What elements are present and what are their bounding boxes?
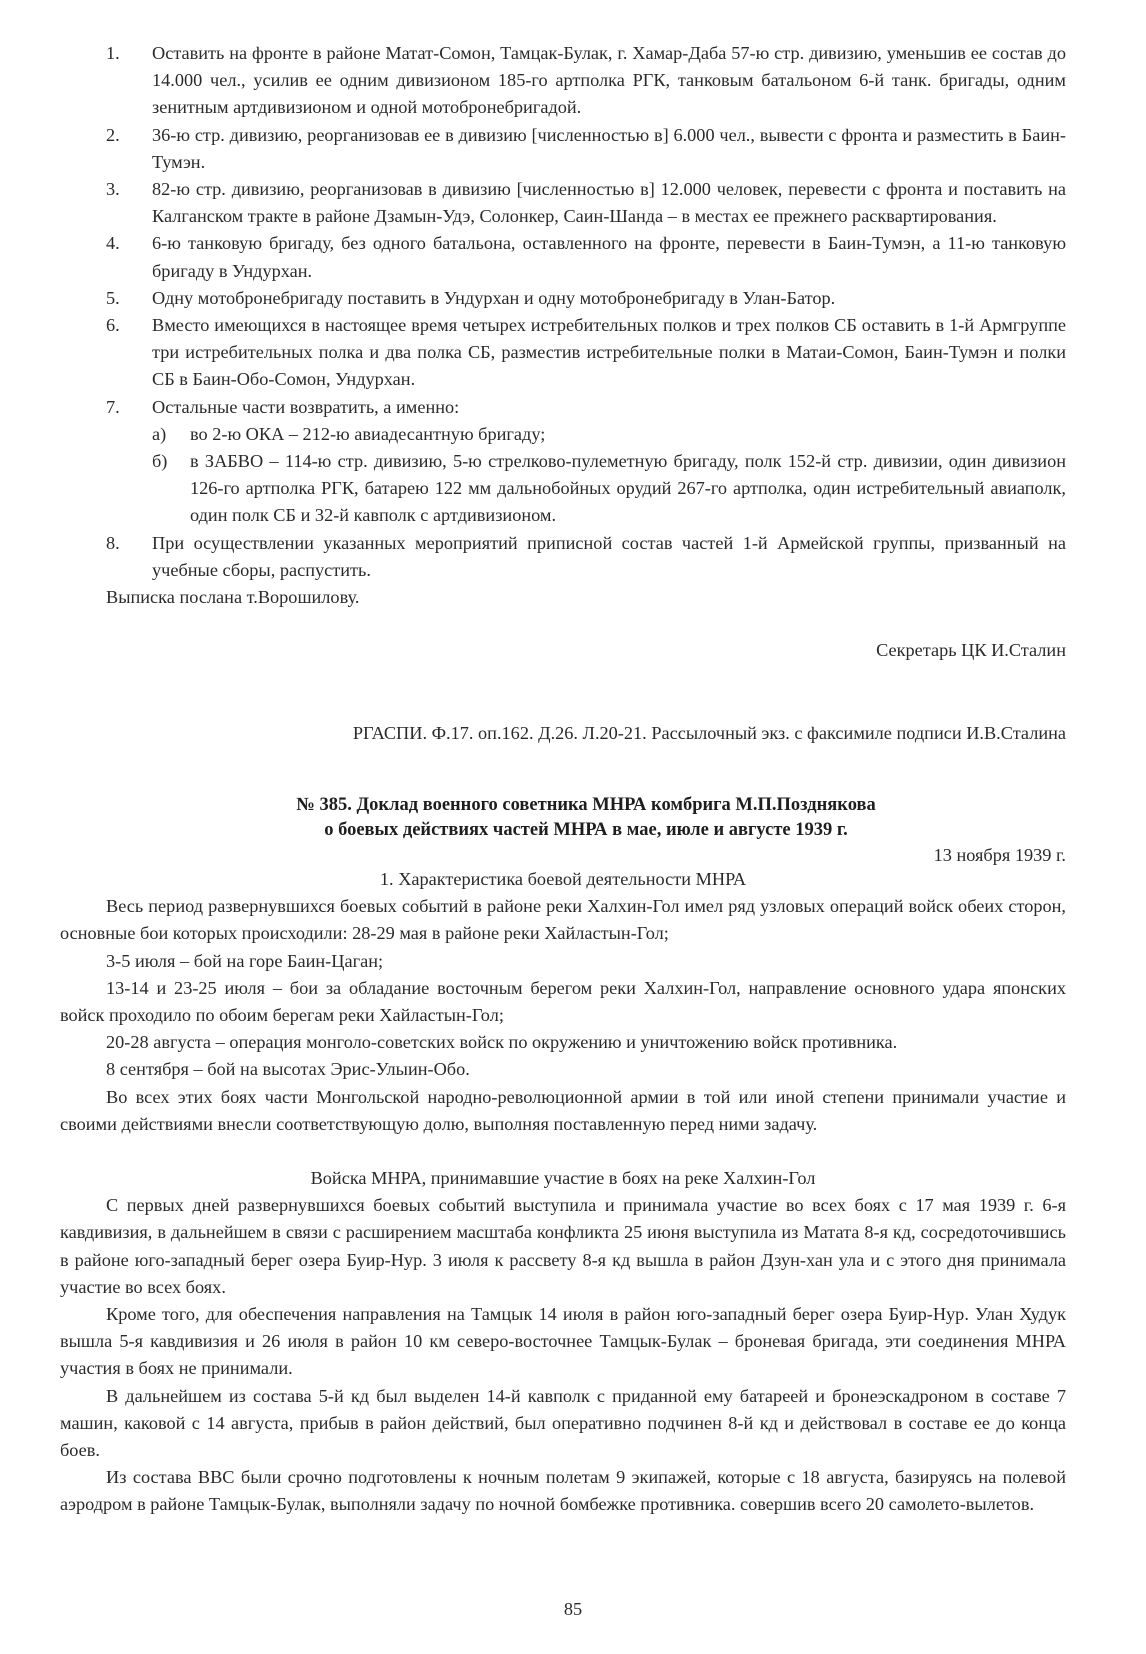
list-item-text: 6-ю танковую бригаду, без одного батальона, оставленного на фронте, перевести в Баин-Тумэн, а 11-ю танковую бригаду в Ундурхан. [152,233,1066,281]
paragraph: Весь период развернувшихся боевых событий в районе реки Халхин-Гол имел ряд узловых операций войск обеих сторон, основные бои которых происходили: 28-29 мая в районе реки Хайластын-Гол; [60,896,1066,944]
sub-list-item [152,448,1066,530]
sub-list-item-letter: а) [152,423,167,444]
list-item [106,176,1066,230]
list-item-text: 36-ю стр. дивизию, реорганизовав ее в дивизию [численностью в] 6.000 чел., вывести с фронта и разместить в Баин-Тумэн. [152,124,1066,172]
list-item [106,394,1066,421]
extract-note: Выписка послана т.Ворошилову. [106,587,360,608]
list-item [106,285,1066,312]
signature: Секретарь ЦК И.Сталин [876,640,1066,660]
list-item-number: 7. [106,396,120,417]
document-title-line-2: о боевых действиях частей МНРА в мае, июле и августе 1939 г. [324,820,848,840]
list-item-number: 5. [106,287,120,308]
list-item-text: Оставить на фронте в районе Матат-Сомон, Тамцак-Булак, г. Хамар-Даба 57-ю стр. дивизию, уменьшив ее состав до 14.000 чел., усилив ее одним дивизионом 185-го артполка РГК, танковым батальоном 6-й танк. бригады, одним зенитным артдивизионом и одной мотобронебригадой. [152,43,1066,118]
sub-list-item [152,421,1066,448]
list-item-number: 4. [106,233,120,254]
list-item-number: 8. [106,532,120,553]
list-item [106,230,1066,284]
list-item-text: Остальные части возвратить, а именно: [152,396,460,417]
list-item-number: 2. [106,124,120,145]
decision-list [106,40,1066,611]
list-item-text: 82-ю стр. дивизию, реорганизовав в дивизию [численностью в] 12.000 человек, перевести с фронта и поставить на Калганском тракте в районе Дзамын-Удэ, Солонкер, Саин-Шанда – в местах ее прежнего расквартирования. [152,179,1066,227]
sub-list-item-text: в ЗАБВО – 114-ю стр. дивизию, 5-ю стрелково-пулеметную бригаду, полк 152-й стр. дивизии, один дивизион 126-го артполка РГК, батарею 122 мм дальнобойных орудий 267-го артполка, один истребительный авиаполк, один полк СБ и 32-й кавполк с артдивизионом. [190,451,1066,526]
list-item [106,122,1066,176]
sub-list-item-letter: б) [152,451,168,472]
list-item-text: При осуществлении указанных мероприятий приписной состав частей 1-й Армейской группы, призванный на учебные сборы, распустить. [152,532,1066,580]
report-body [60,866,1066,1519]
list-item-text: Вместо имеющихся в настоящее время четырех истребительных полков и трех полков СБ оставить в 1-й Армгруппе три истребительных полка и два полка СБ, разместив истребительные полки в Матаи-Сомон, Баин-Тумэн и полки СБ в Баин-Обо-Сомон, Ундурхан. [152,315,1066,390]
list-item [106,530,1066,584]
page-number: 85 [563,1599,583,1619]
section-heading: Войска МНРА, принимавшие участие в боях на реке Халхин-Гол [310,1168,816,1189]
paragraph: С первых дней развернувшихся боевых событий выступила и принимала участие во всех боях с 17 мая 1939 г. 6-я кавдивизия, в дальнейшем в связи с расширением масштаба конфликта 25 июня выступила из Матата 8-я кд, сосредоточившись в районе юго-западный берег озера Буир-Нур. 3 июля к рассвету 8-я кд вышла в район Дзун-хан ула и с этого дня принимала участие во всех боях. [60,1195,1066,1297]
paragraph: 8 сентября – бой на высотах Эрис-Улыин-Обо. [106,1059,470,1080]
paragraph: Кроме того, для обеспечения направления на Тамцык 14 июля в район юго-западный берег озера Буир-Нур. Улан Худук вышла 5-я кавдивизия и 26 июля в район 10 км северо-восточнее Тамцык-Булак – броневая бригада, эти соединения МНРА участия в боях не принимали. [60,1304,1066,1379]
section-heading: 1. Характеристика боевой деятельности МНРА [379,869,747,889]
list-item-text: Одну мотобронебригаду поставить в Ундурхан и одну мотобронебригаду в Улан-Батор. [152,287,836,308]
sub-list-item-text: во 2-ю ОКА – 212-ю авиадесантную бригаду; [190,423,546,444]
list-item-number: 6. [106,315,120,336]
list-item [106,312,1066,394]
paragraph: 3-5 июля – бой на горе Баин-Цаган; [106,950,384,971]
paragraph: 13-14 и 23-25 июля – бои за обладание восточным берегом реки Халхин-Гол, направление основного удара японских войск проходило по обоим берегам реки Хайластын-Гол; [60,977,1066,1026]
document-title-line-1: № 385. Доклад военного советника МНРА комбрига М.П.Позднякова [296,795,876,815]
paragraph: В дальнейшем из состава 5-й кд был выделен 14-й кавполк с приданной ему батареей и бронеэскадроном в составе 7 машин, каковой с 14 августа, прибыв в район действий, был оперативно подчинен 8-й кд и действовал в составе ее до конца боев. [60,1385,1066,1461]
paragraph: Во всех этих боях части Монгольской народно-революционной армии в той или иной степени принимали участие и своими действиями внесли соответствующую долю, выполняя поставленную перед ними задачу. [60,1086,1066,1134]
document-title [106,793,1066,843]
paragraph: Из состава ВВС были срочно подготовлены к ночным полетам 9 экипажей, которые с 18 августа, базируясь на полевой аэродром в районе Тамцык-Булак, выполняли задачу по ночной бомбежке противника. совершив всего 20 самолето-вылетов. [60,1467,1066,1515]
list-item-number: 1. [106,43,120,63]
list-item-number: 3. [106,179,120,200]
archive-reference: РГАСПИ. Ф.17. оп.162. Д.26. Л.20-21. Рассылочный экз. с факсимиле подписи И.В.Сталина [352,723,1066,743]
list-item [106,40,1066,122]
document-date: 13 ноября 1939 г. [933,845,1066,865]
paragraph: 20-28 августа – операция монголо-советских войск по окружению и уничтожению войск противника. [106,1032,898,1053]
